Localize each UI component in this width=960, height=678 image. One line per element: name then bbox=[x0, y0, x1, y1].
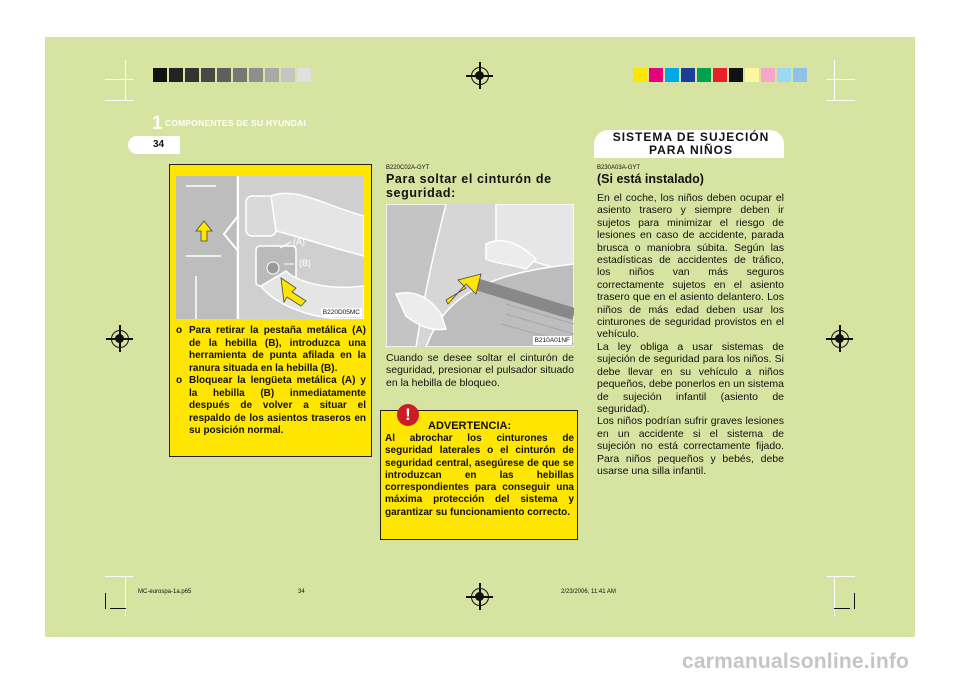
crop-mark bbox=[854, 593, 855, 609]
grayscale-bar bbox=[153, 68, 313, 82]
color-swatch bbox=[681, 68, 695, 82]
color-swatch bbox=[793, 68, 807, 82]
color-swatch bbox=[729, 68, 743, 82]
instruction-list bbox=[176, 325, 366, 438]
color-swatch bbox=[153, 68, 167, 82]
color-swatch bbox=[777, 68, 791, 82]
section-code: B230A03A-GYT bbox=[597, 165, 641, 171]
color-swatch bbox=[249, 68, 263, 82]
crop-mark bbox=[827, 79, 855, 80]
color-swatch bbox=[745, 68, 759, 82]
bullet: o bbox=[176, 375, 183, 386]
crop-mark bbox=[105, 79, 133, 80]
figure-code: B220D05MC bbox=[322, 309, 360, 316]
registration-mark-icon bbox=[111, 330, 129, 348]
color-swatch bbox=[265, 68, 279, 82]
color-swatch bbox=[761, 68, 775, 82]
label-b: (B) bbox=[299, 258, 311, 268]
page-number: 34 bbox=[153, 139, 165, 150]
color-swatch bbox=[697, 68, 711, 82]
footer-page: 34 bbox=[298, 589, 305, 595]
color-swatch bbox=[665, 68, 679, 82]
child-restraint-heading: (Si está instalado) bbox=[597, 172, 704, 186]
figure-code: B210A01NF bbox=[534, 337, 570, 344]
list-item-text: Para retirar la pestaña metálica (A) de la hebilla (B), introduzca una herramienta de punta afilada en la ranura situada en la hebilla (B). bbox=[189, 325, 366, 374]
crop-mark bbox=[125, 576, 126, 616]
section-title: SISTEMA DE SUJECIÓN PARA NIÑOS bbox=[612, 130, 770, 157]
release-body: Cuando se desee soltar el cinturón de seguridad, presionar el pulsador situado en la hebilla de bloqueo. bbox=[386, 352, 574, 389]
warning-icon: ! bbox=[397, 404, 419, 426]
chapter-title: COMPONENTES DE SU HYUNDAI bbox=[165, 118, 307, 128]
crop-mark bbox=[105, 100, 133, 101]
warning-title: ADVERTENCIA: bbox=[428, 420, 512, 432]
color-swatch bbox=[281, 68, 295, 82]
seatbelt-release-illustration bbox=[386, 204, 574, 347]
color-swatch bbox=[233, 68, 247, 82]
color-swatch bbox=[713, 68, 727, 82]
list-item bbox=[176, 375, 366, 438]
seatbelt-release-illustration-svg bbox=[386, 204, 574, 347]
footer-file: MC-eurospa-1a.p65 bbox=[138, 589, 192, 595]
registration-mark-icon bbox=[831, 330, 849, 348]
crop-mark bbox=[105, 593, 106, 609]
crop-mark bbox=[110, 608, 126, 609]
registration-mark-icon bbox=[471, 588, 489, 606]
crop-mark bbox=[834, 608, 850, 609]
color-swatch bbox=[169, 68, 183, 82]
color-swatch bbox=[201, 68, 215, 82]
color-swatch bbox=[649, 68, 663, 82]
crop-mark bbox=[105, 576, 133, 577]
list-item bbox=[176, 325, 366, 375]
buckle-release-illustration-svg bbox=[176, 176, 364, 319]
color-swatch bbox=[217, 68, 231, 82]
child-restraint-body: En el coche, los niños deben ocupar el asiento trasero y siempre deben ir sujetos para minimizar el riesgo de lesiones en caso de accidente, parada brusca o maniobra súbita. Según las estadísticas de accidentes de tráfico, los niños van más seguros correctamente sujetos en el asiento trasero que en el asiento delantero. Los niños de más edad deben usar los cinturones de seguridad provistos en el vehículo. La ley obliga a usar sistemas de sujeción de seguridad para los niños. Si debe llevar en su vehículo a niños pequeños, debe ponerlos en un sistema de sujeción infantil (asiento de seguridad). Los niños podrían sufrir graves lesiones en un accidente si el sistema de sujeción no está correctamente fijado. Para niños pequeños y bebés, debe usarse una silla infantil. bbox=[597, 192, 784, 477]
crop-mark bbox=[834, 576, 835, 616]
section-code: B220C02A-GYT bbox=[386, 165, 430, 171]
release-heading: Para soltar el cinturón de seguridad: bbox=[386, 172, 552, 200]
watermark: carmanualsonline.info bbox=[682, 650, 910, 673]
color-swatch bbox=[633, 68, 647, 82]
crop-mark bbox=[125, 60, 126, 100]
bullet: o bbox=[176, 325, 183, 336]
crop-mark bbox=[827, 100, 855, 101]
label-a: (A) bbox=[293, 237, 305, 247]
color-bar bbox=[633, 68, 809, 82]
color-swatch bbox=[297, 68, 311, 82]
crop-mark bbox=[834, 60, 835, 100]
color-swatch bbox=[185, 68, 199, 82]
crop-mark bbox=[827, 576, 855, 577]
chapter-number: 1 bbox=[152, 113, 163, 134]
footer-date: 2/23/2006, 11:41 AM bbox=[561, 589, 616, 595]
buckle-release-illustration bbox=[176, 176, 364, 319]
registration-mark-icon bbox=[471, 67, 489, 85]
warning-text: Al abrochar los cinturones de seguridad laterales o el cinturón de seguridad central, asegúrese de que se introduzcan en las hebillas correspondientes para conseguir una máxima protección del sistema y garantizar su funcionamiento correcto. bbox=[385, 433, 574, 518]
list-item-text: Bloquear la lengüeta metálica (A) y la hebilla (B) inmediatamente después de volver a situar el respaldo de los asientos traseros en su posición normal. bbox=[189, 375, 366, 436]
